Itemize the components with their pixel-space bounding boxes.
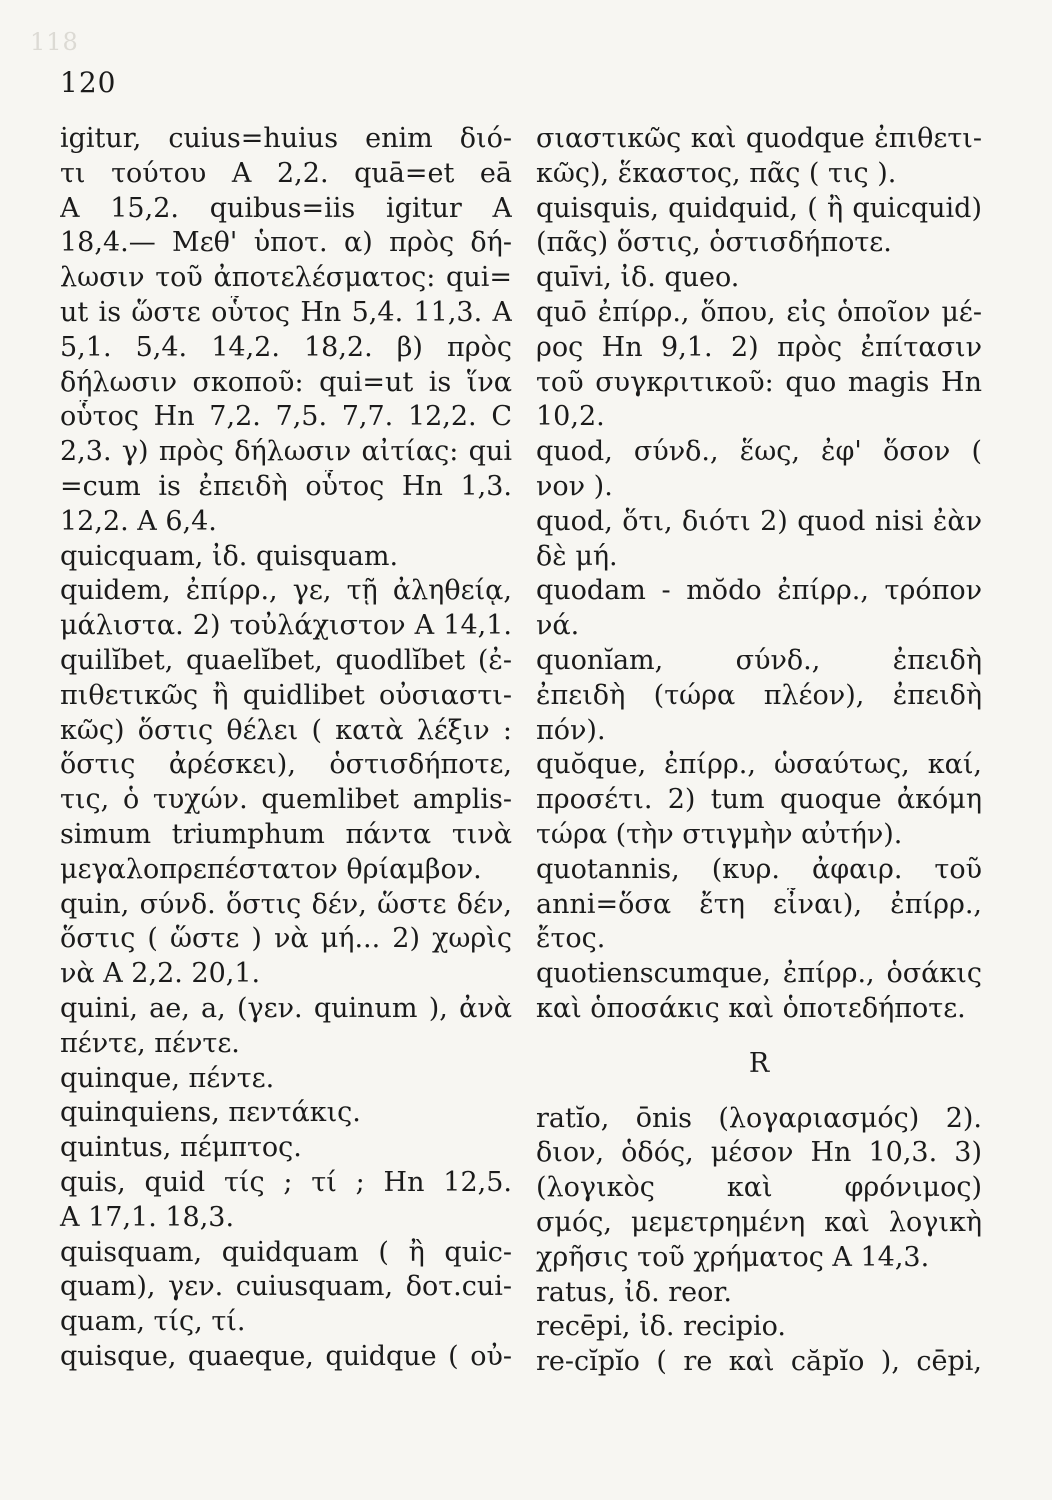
text-line: ut is ὥστε οὗτος Hn 5,4. 11,3. A (60, 296, 512, 328)
text-line: νά. (536, 610, 580, 642)
text-line: 5,1. 5,4. 14,2. 18,2. β) πρὸς (60, 331, 512, 363)
text-line: οὗτος Hn 7,2. 7,5. 7,7. 12,2. C (60, 401, 512, 433)
text-line: διον, ὁδός, μέσον Hn 10,3. 3) (536, 1137, 982, 1169)
text-line: re-cĭpĭo ( re καὶ căpĭo ), cēpi, (536, 1346, 982, 1378)
text-line: quonĭam, σύνδ., ἐπειδὴ (536, 644, 982, 676)
text-line: simum triumphum πάντα τινὰ (60, 818, 512, 850)
text-line: δὲ μή. (536, 540, 618, 572)
text-line: καὶ ὁποσάκις καὶ ὁποτεδήποτε. (536, 992, 966, 1024)
text-line: 12,2. A 6,4. (60, 505, 217, 537)
text-line: 10,2. (536, 401, 605, 433)
text-line: =cum is ἐπειδὴ οὗτος Hn 1,3. (60, 470, 512, 502)
text-line: quicquam, ἰδ. quisquam. (60, 540, 399, 572)
text-line: δήλωσιν σκοποῦ: qui=ut is ἵνα (60, 366, 512, 398)
text-line: σμός, μεμετρημένη καὶ λογικὴ (536, 1206, 982, 1238)
text-line: quidem, ἐπίρρ., γε, τῇ ἀληθείᾳ, (60, 575, 512, 607)
text-line: quod, σύνδ., ἕως, ἐφ' ὅσον ( (536, 436, 982, 468)
text-line: quinquiens, πεντάκις. (60, 1097, 361, 1129)
text-line: recēpi, ἰδ. recipio. (536, 1311, 787, 1343)
text-line: quintus, πέμπτος. (60, 1132, 302, 1164)
text-line: πέντε, πέντε. (60, 1027, 240, 1059)
text-line: πόν). (536, 714, 606, 746)
text-line: πιθετικῶς ἢ quidlibet οὐσιαστι- (60, 679, 512, 711)
text-line: τώρα (τὴν στιγμὴν αὐτήν). (536, 818, 903, 850)
text-line: ὅστις ἀρέσκει), ὁστισδήποτε, (60, 749, 512, 781)
text-line: quam), γεν. cuiusquam, δοτ.cui- (60, 1271, 512, 1303)
text-line: quŏque, ἐπίρρ., ὡσαύτως, καί, (536, 749, 982, 781)
text-line: quotannis, (κυρ. ἀφαιρ. τοῦ (536, 853, 982, 885)
text-line: νον ). (536, 470, 613, 502)
text-line: igitur, cuius=huius enim διό- (60, 123, 512, 154)
text-line: A 15,2. quibus=iis igitur A (60, 192, 512, 224)
text-line: quisque, quaeque, quidque ( οὐ- (60, 1340, 512, 1372)
text-line: ὅστις ( ὥστε ) νὰ μή... 2) χωρὶς (60, 923, 512, 955)
section-heading-letter: R (748, 1047, 770, 1079)
text-line: κῶς) ὅστις θέλει ( κατὰ λέξιν : (60, 714, 512, 746)
text-line: ἐπειδὴ (τώρα πλέον), ἐπειδὴ (536, 679, 982, 711)
page-number: 120 (60, 66, 117, 99)
left-column (60, 122, 512, 1375)
text-line: μεγαλοπρεπέστατον θρίαμβον. (60, 853, 482, 885)
text-line: anni=ὅσα ἔτη εἶναι), ἐπίρρ., (536, 888, 982, 920)
text-line: τοῦ συγκριτικοῦ: quo magis Hn (536, 366, 982, 398)
text-line: quam, τίς, τί. (60, 1306, 246, 1338)
text-line: quinque, πέντε. (60, 1062, 275, 1094)
text-line: τις, ὁ τυχών. quemlibet amplis- (60, 784, 512, 816)
text-line: ratus, ἰδ. reor. (536, 1276, 732, 1308)
section-spacer (536, 1082, 982, 1102)
text-line: quilĭbet, quaelĭbet, quodlĭbet (ἐ- (60, 644, 512, 676)
text-line: (πᾶς) ὅστις, ὁστισδήποτε. (536, 227, 892, 259)
text-line: προσέτι. 2) tum quoque ἀκόμη (536, 784, 982, 816)
text-line: quin, σύνδ. ὅστις δέν, ὥστε δέν, (60, 888, 512, 920)
text-line: χρῆσις τοῦ χρήματος A 14,3. (536, 1241, 930, 1273)
text-line: A 17,1. 18,3. (60, 1201, 235, 1233)
text-line: ρος Hn 9,1. 2) πρὸς ἐπίτασιν (536, 331, 982, 363)
text-line: quotienscumque, ἐπίρρ., ὁσάκις (536, 958, 982, 990)
text-line: ἔτος. (536, 923, 606, 955)
text-line: quisquam, quidquam ( ἢ quic- (60, 1236, 512, 1268)
text-line: 18,4.— Μεθ' ὑποτ. α) πρὸς δή- (60, 227, 512, 259)
text-line: quisquis, quidquid, ( ἢ quicquid) (536, 192, 982, 224)
text-line: quō ἐπίρρ., ὅπου, εἰς ὁποῖον μέ- (536, 296, 982, 328)
text-line: quod, ὅτι, διότι 2) quod nisi ἐὰν (536, 505, 982, 537)
text-line: 2,3. γ) πρὸς δήλωσιν αἰτίας: qui (60, 436, 512, 468)
text-line: ratĭo, ōnis (λογαριασμός) 2). (536, 1102, 982, 1134)
text-line: τι τούτου Α 2,2. quā=et eā (60, 157, 512, 189)
text-line: λωσιν τοῦ ἀποτελέσματος: qui= (60, 262, 512, 294)
text-line: μάλιστα. 2) τοὐλάχιστον A 14,1. (60, 610, 512, 642)
text-line: quis, quid τίς ; τί ; Hn 12,5. (60, 1166, 512, 1198)
text-line: (λογικὸς καὶ φρόνιμος) (536, 1172, 982, 1204)
text-line: quini, ae, a, (γεν. quinum ), ἀνὰ (60, 992, 512, 1024)
text-line: κῶς), ἕκαστος, πᾶς ( τις ). (536, 157, 897, 189)
right-column (536, 122, 982, 1380)
text-line: quīvi, ἰδ. queo. (536, 262, 740, 294)
section-spacer (536, 1027, 982, 1047)
text-line: σιαστικῶς καὶ quodque ἐπιθετι- (536, 123, 982, 154)
bleed-through-page-number: 118 (30, 28, 79, 56)
text-line: νὰ A 2,2. 20,1. (60, 958, 261, 990)
text-line: quodam - mŏdo ἐπίρρ., τρόπον (536, 575, 982, 607)
